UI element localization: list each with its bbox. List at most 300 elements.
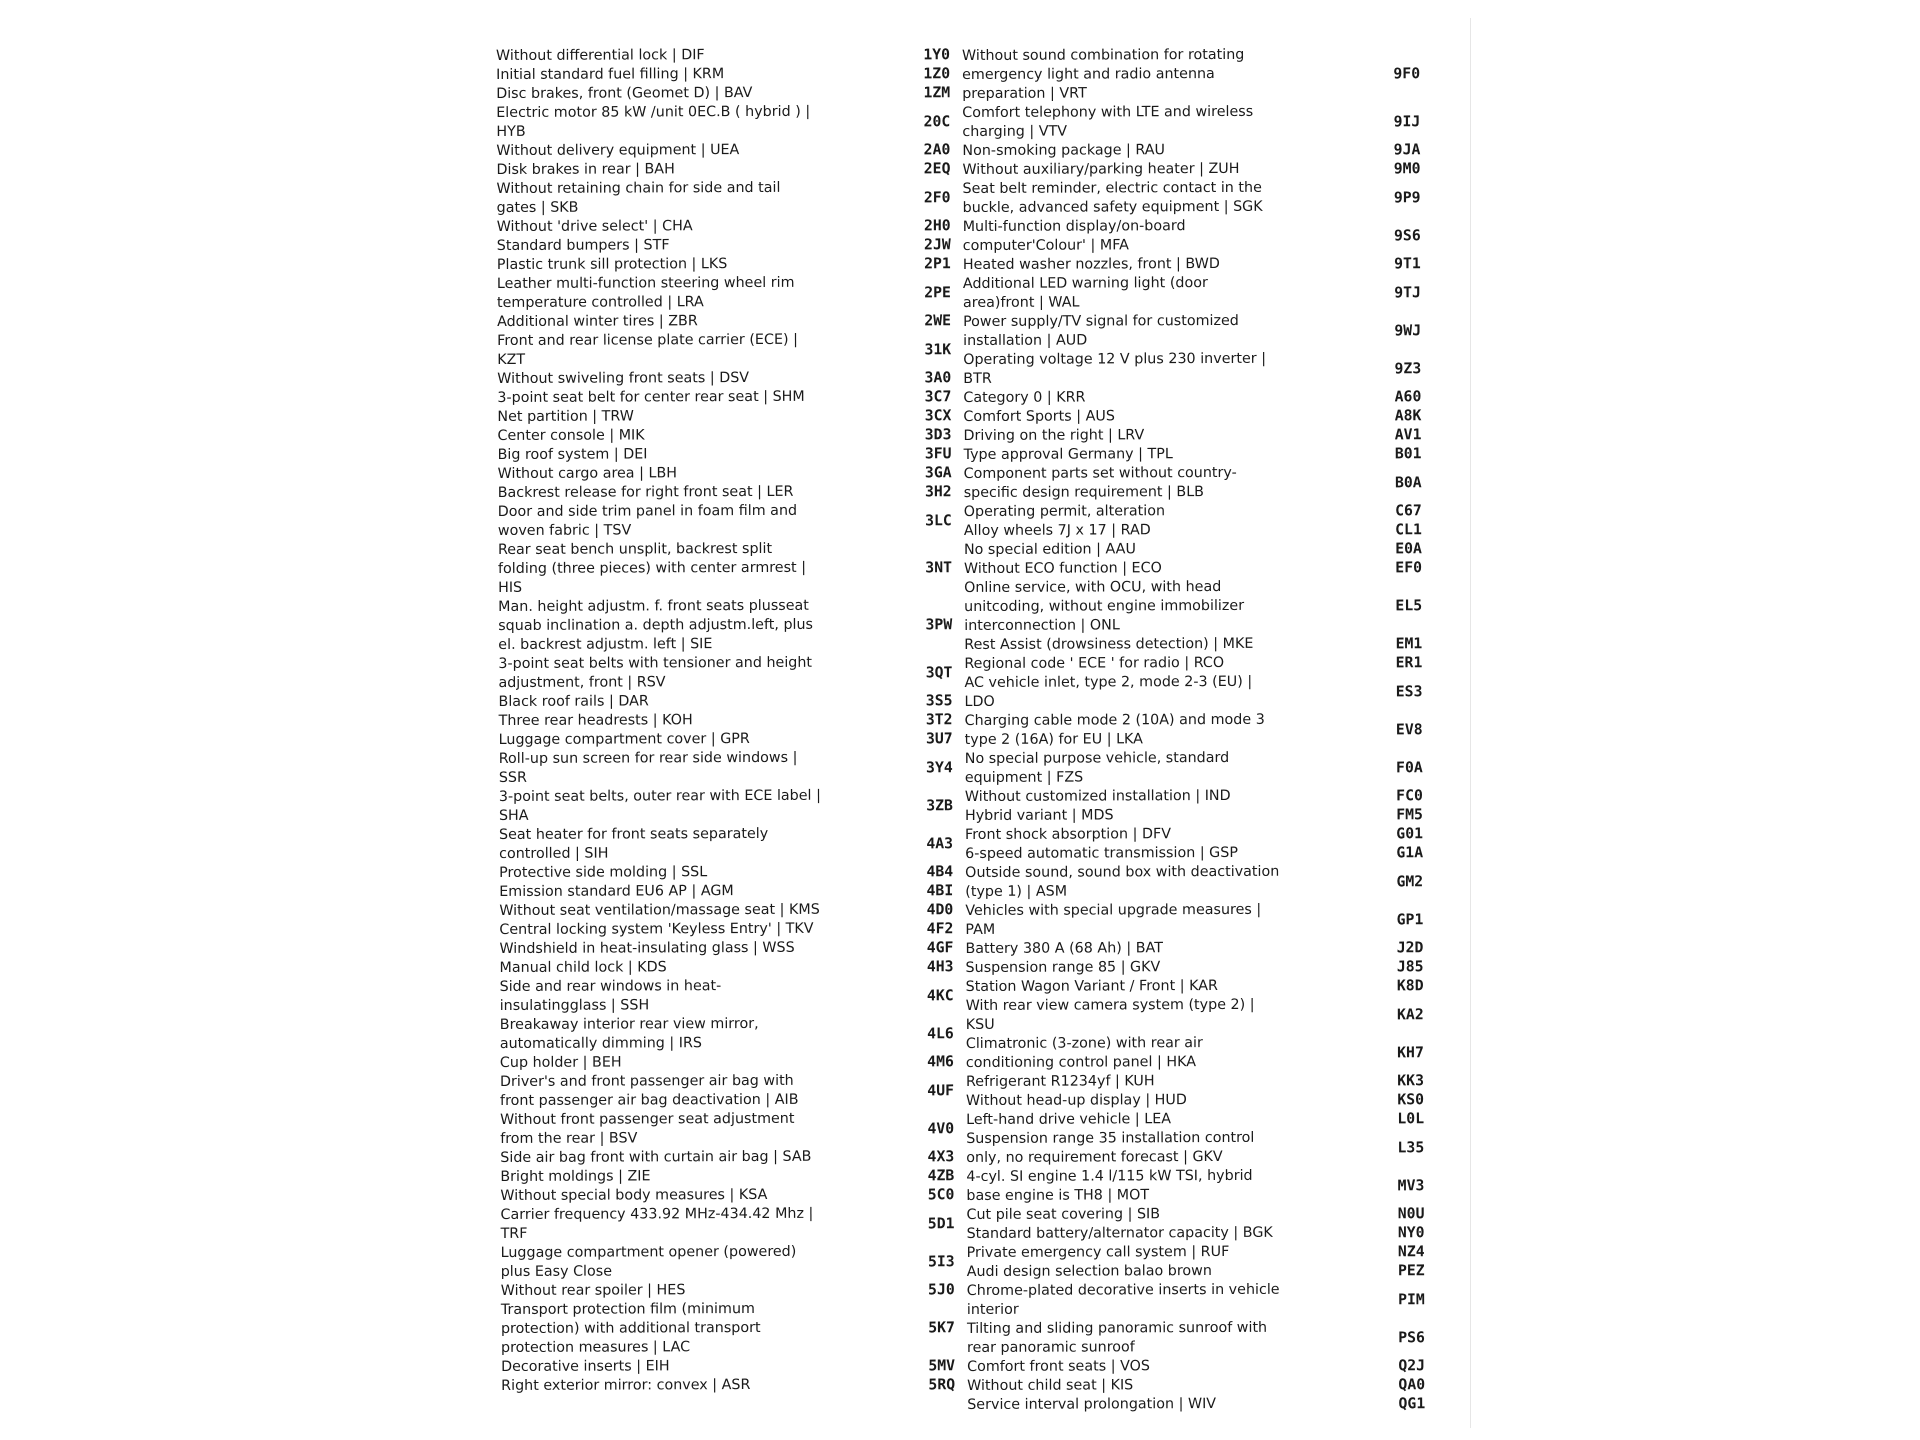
equipment-description: Without retaining chain for side and tail gates | SKB bbox=[496, 179, 781, 216]
equipment-code: NZ4 bbox=[1397, 1243, 1425, 1261]
equipment-code: NY0 bbox=[1397, 1224, 1425, 1242]
equipment-description: Man. height adjustm. f. front seats plusseat squab inclination a. depth adjustm.left, plus el. backrest adjustm. left | SIE bbox=[498, 597, 814, 653]
equipment-row bbox=[495, 1375, 955, 1396]
equipment-description: Hybrid variant | MDS bbox=[964, 807, 1114, 824]
equipment-description: Windshield in heat-insulating glass | WSS bbox=[499, 939, 795, 957]
equipment-code: EM1 bbox=[1395, 635, 1423, 653]
equipment-description: Decorative inserts | EIH bbox=[501, 1358, 670, 1375]
equipment-row bbox=[492, 596, 952, 655]
equipment-row bbox=[493, 710, 953, 731]
equipment-description: Side air bag front with curtain air bag | SAB bbox=[500, 1148, 812, 1166]
equipment-row bbox=[958, 634, 1422, 655]
equipment-code: 3PW bbox=[925, 616, 953, 634]
equipment-row bbox=[491, 235, 951, 256]
equipment-code: EL5 bbox=[1395, 597, 1423, 615]
equipment-row bbox=[960, 957, 1424, 978]
equipment-description: AC vehicle inlet, type 2, mode 2-3 (EU) | LDO bbox=[964, 673, 1253, 710]
equipment-code: 4GF bbox=[926, 939, 954, 957]
equipment-code: 3NT bbox=[925, 559, 953, 577]
equipment-description: Outside sound, sound box with deactivation (type 1) | ASM bbox=[965, 863, 1280, 900]
equipment-description: Central locking system 'Keyless Entry' | TKV bbox=[499, 920, 814, 938]
equipment-code: EF0 bbox=[1395, 559, 1423, 577]
equipment-code: 3U7 bbox=[925, 730, 953, 748]
equipment-description: Private emergency call system | RUF bbox=[966, 1243, 1230, 1261]
equipment-description: Climatronic (3-zone) with rear air conditioning control panel | HKA bbox=[965, 1035, 1203, 1071]
equipment-description: Standard bumpers | STF bbox=[496, 237, 670, 254]
equipment-description: Front and rear license plate carrier (ECE) | KZT bbox=[497, 331, 798, 368]
equipment-description: Transport protection film (minimum protection) with additional transport protection measures | LAC bbox=[500, 1300, 761, 1356]
equipment-description: Without auxiliary/parking heater | ZUH bbox=[962, 160, 1240, 178]
equipment-description: Driving on the right | LRV bbox=[963, 427, 1145, 444]
equipment-code: 4BI bbox=[926, 882, 954, 900]
equipment-description: Station Wagon Variant / Front | KAR bbox=[965, 978, 1218, 995]
equipment-description: Seat belt reminder, electric contact in the buckle, advanced safety equipment | SGK bbox=[962, 179, 1263, 216]
equipment-description: Without special body measures | KSA bbox=[500, 1186, 768, 1204]
equipment-row bbox=[493, 862, 953, 883]
equipment-description: Luggage compartment opener (powered) plus Easy Close bbox=[500, 1243, 797, 1280]
equipment-row bbox=[957, 406, 1421, 427]
equipment-description: Driver's and front passenger air bag with front passenger air bag deactivation | AIB bbox=[499, 1072, 799, 1109]
equipment-row bbox=[492, 691, 952, 712]
equipment-code: ES3 bbox=[1395, 682, 1423, 700]
equipment-code: 3FU bbox=[924, 445, 952, 463]
equipment-code: 5J0 bbox=[928, 1281, 955, 1299]
equipment-row bbox=[493, 919, 953, 940]
equipment-row bbox=[495, 1280, 955, 1301]
equipment-row bbox=[491, 254, 951, 275]
equipment-row bbox=[490, 45, 950, 66]
equipment-row bbox=[959, 843, 1423, 864]
equipment-code: 3GA bbox=[924, 464, 952, 482]
equipment-code: 4V0 bbox=[927, 1119, 955, 1137]
equipment-description: 4-cyl. SI engine 1.4 l/115 kW TSI, hybrid base engine is TH8 | MOT bbox=[966, 1167, 1253, 1204]
equipment-row bbox=[956, 45, 1420, 104]
equipment-description: No special purpose vehicle, standard equipment | FZS bbox=[964, 749, 1230, 786]
equipment-code: 9T1 bbox=[1394, 255, 1421, 273]
equipment-row bbox=[493, 938, 953, 959]
equipment-code: 2EQ bbox=[923, 160, 951, 178]
equipment-list-left bbox=[490, 45, 955, 1396]
equipment-row bbox=[490, 159, 950, 180]
equipment-row bbox=[958, 463, 1422, 503]
equipment-description: Front shock absorption | DFV bbox=[964, 826, 1171, 843]
equipment-description: Leather multi-function steering wheel rim temperature controlled | LRA bbox=[496, 274, 795, 311]
equipment-description: Side and rear windows in heat-insulatingglass | SSH bbox=[499, 978, 722, 1014]
equipment-code: 3C7 bbox=[924, 388, 952, 406]
equipment-row bbox=[958, 501, 1422, 522]
equipment-code: 2PE bbox=[924, 283, 951, 301]
equipment-row bbox=[959, 710, 1423, 750]
equipment-code: FC0 bbox=[1396, 787, 1423, 805]
equipment-row bbox=[491, 368, 951, 389]
equipment-description: Component parts set without country-specific design requirement | BLB bbox=[963, 464, 1237, 501]
equipment-code: L0L bbox=[1397, 1110, 1425, 1128]
equipment-row bbox=[491, 178, 951, 218]
equipment-code: 3D3 bbox=[924, 426, 952, 444]
equipment-description: Emission standard EU6 AP | AGM bbox=[499, 883, 734, 900]
equipment-code: 9S6 bbox=[1393, 226, 1421, 244]
equipment-description: Luggage compartment cover | GPR bbox=[498, 731, 750, 748]
equipment-row bbox=[959, 805, 1423, 826]
equipment-row bbox=[490, 64, 950, 85]
equipment-row bbox=[961, 1394, 1425, 1415]
equipment-description: Without differential lock | DIF bbox=[496, 47, 705, 64]
equipment-row bbox=[958, 539, 1422, 560]
equipment-code: E0A bbox=[1395, 540, 1422, 558]
equipment-row bbox=[490, 102, 950, 142]
equipment-code: 4F2 bbox=[926, 920, 954, 938]
equipment-row bbox=[959, 938, 1423, 959]
equipment-code: FM5 bbox=[1396, 806, 1423, 824]
equipment-code: 2A0 bbox=[923, 141, 951, 159]
equipment-code: 9TJ bbox=[1394, 283, 1421, 301]
equipment-row bbox=[490, 83, 950, 104]
equipment-row bbox=[494, 1014, 954, 1054]
equipment-code: 5K7 bbox=[928, 1319, 955, 1337]
equipment-row bbox=[493, 824, 953, 864]
equipment-description: Power supply/TV signal for customized installation | AUD bbox=[963, 312, 1239, 349]
equipment-description: Without customized installation | IND bbox=[964, 787, 1231, 805]
equipment-code: 1Z0 bbox=[923, 65, 951, 83]
equipment-code: A8K bbox=[1394, 407, 1422, 425]
equipment-description: Heated washer nozzles, front | BWD bbox=[962, 255, 1220, 273]
equipment-code: C67 bbox=[1395, 502, 1422, 520]
equipment-description: Without child seat | KIS bbox=[967, 1377, 1134, 1394]
equipment-code: B0A bbox=[1394, 473, 1422, 491]
equipment-code: 4KC bbox=[926, 986, 954, 1004]
equipment-code: 3CX bbox=[924, 407, 952, 425]
equipment-description: Category 0 | KRR bbox=[963, 389, 1086, 406]
equipment-code: 4D0 bbox=[926, 901, 954, 919]
equipment-description: Black roof rails | DAR bbox=[498, 693, 649, 710]
equipment-row bbox=[959, 862, 1423, 902]
equipment-description: Bright moldings | ZIE bbox=[500, 1168, 651, 1185]
equipment-code: 1ZM bbox=[923, 84, 951, 102]
equipment-code: EV8 bbox=[1395, 720, 1423, 738]
equipment-code: J2D bbox=[1396, 939, 1424, 957]
equipment-row bbox=[958, 577, 1422, 636]
equipment-row bbox=[492, 463, 952, 484]
equipment-row bbox=[956, 140, 1420, 161]
equipment-code: KA2 bbox=[1396, 1005, 1424, 1023]
equipment-description: Net partition | TRW bbox=[497, 408, 634, 425]
equipment-code: 5RQ bbox=[928, 1376, 956, 1394]
equipment-row bbox=[958, 672, 1422, 712]
equipment-code: CL1 bbox=[1395, 521, 1422, 539]
equipment-row bbox=[959, 748, 1423, 788]
equipment-code: 2JW bbox=[923, 236, 951, 254]
equipment-code: QG1 bbox=[1398, 1395, 1426, 1413]
equipment-description: Additional LED warning light (door area)front | WAL bbox=[962, 275, 1208, 311]
equipment-row bbox=[494, 1071, 954, 1111]
equipment-description: Backrest release for right front seat | LER bbox=[497, 483, 794, 501]
equipment-row bbox=[957, 425, 1421, 446]
equipment-row bbox=[495, 1242, 955, 1282]
equipment-code: 5C0 bbox=[927, 1186, 955, 1204]
equipment-description: Electric motor 85 kW /unit 0EC.B ( hybrid ) | HYB bbox=[496, 103, 811, 140]
equipment-row bbox=[961, 1280, 1425, 1320]
equipment-row bbox=[493, 881, 953, 902]
equipment-description: Seat heater for front seats separately controlled | SIH bbox=[498, 825, 769, 862]
equipment-description: Protective side molding | SSL bbox=[499, 864, 708, 881]
equipment-code: AV1 bbox=[1394, 426, 1422, 444]
equipment-description: Charging cable mode 2 (10A) and mode 3 type 2 (16A) for EU | LKA bbox=[964, 711, 1265, 748]
equipment-row bbox=[961, 1318, 1425, 1358]
equipment-description: Additional winter tires | ZBR bbox=[497, 313, 698, 330]
equipment-row bbox=[494, 957, 954, 978]
equipment-row bbox=[493, 748, 953, 788]
equipment-description: Left-hand drive vehicle | LEA bbox=[966, 1111, 1172, 1128]
equipment-code: J85 bbox=[1396, 958, 1424, 976]
equipment-description: Door and side trim panel in foam film and woven fabric | TSV bbox=[497, 502, 798, 539]
equipment-description: No special edition | AAU bbox=[963, 541, 1136, 558]
equipment-row bbox=[958, 653, 1422, 674]
equipment-code: N0U bbox=[1397, 1205, 1425, 1223]
equipment-description: Non-smoking package | RAU bbox=[962, 142, 1166, 159]
equipment-row bbox=[960, 1204, 1424, 1225]
equipment-code: 2P1 bbox=[924, 255, 951, 273]
equipment-row bbox=[957, 349, 1421, 389]
equipment-code: KK3 bbox=[1397, 1072, 1425, 1090]
equipment-code: A60 bbox=[1394, 388, 1422, 406]
equipment-description: Disc brakes, front (Geomet D) | BAV bbox=[496, 84, 753, 102]
equipment-description: Without rear spoiler | HES bbox=[500, 1282, 686, 1299]
equipment-row bbox=[957, 254, 1421, 275]
equipment-row bbox=[957, 311, 1421, 351]
equipment-row bbox=[493, 729, 953, 750]
equipment-description: Multi-function display/on-board computer'Colour' | MFA bbox=[962, 218, 1186, 254]
equipment-code: 31K bbox=[924, 340, 952, 358]
equipment-description: Regional code ' ECE ' for radio | RCO bbox=[964, 654, 1225, 672]
equipment-description: Without seat ventilation/massage seat | KMS bbox=[499, 901, 820, 919]
scan-page-edge bbox=[1470, 18, 1471, 1428]
equipment-code: 4X3 bbox=[927, 1148, 955, 1166]
equipment-code: Q2J bbox=[1398, 1357, 1426, 1375]
equipment-row bbox=[960, 1033, 1424, 1073]
equipment-code: MV3 bbox=[1397, 1176, 1425, 1194]
equipment-row bbox=[491, 425, 951, 446]
equipment-code: 4UF bbox=[927, 1081, 955, 1099]
equipment-row bbox=[494, 1052, 954, 1073]
equipment-description: Suspension range 85 | GKV bbox=[965, 959, 1161, 976]
equipment-description: Without swiveling front seats | DSV bbox=[497, 370, 750, 387]
equipment-code: PS6 bbox=[1398, 1328, 1425, 1346]
equipment-code: 4ZB bbox=[927, 1167, 955, 1185]
equipment-list-right bbox=[956, 45, 1425, 1415]
equipment-code: 9JA bbox=[1393, 141, 1421, 159]
equipment-code: KH7 bbox=[1397, 1043, 1424, 1061]
equipment-description: 3-point seat belts with tensioner and height adjustment, front | RSV bbox=[498, 654, 813, 691]
equipment-code: 3QT bbox=[925, 663, 953, 681]
equipment-row bbox=[959, 786, 1423, 807]
equipment-code: 4M6 bbox=[927, 1053, 954, 1071]
equipment-description: Initial standard fuel filling | KRM bbox=[496, 66, 725, 83]
equipment-code: KS0 bbox=[1397, 1091, 1425, 1109]
equipment-row bbox=[491, 387, 951, 408]
equipment-description: Online service, with OCU, with head unitcoding, without engine immobilizer interconnection | ONL bbox=[964, 578, 1245, 634]
equipment-row bbox=[491, 406, 951, 427]
equipment-code: 3S5 bbox=[925, 692, 953, 710]
equipment-code: 3A0 bbox=[924, 369, 952, 387]
equipment-row bbox=[495, 1356, 955, 1377]
equipment-code: PEZ bbox=[1397, 1262, 1425, 1280]
equipment-description: Without 'drive select' | CHA bbox=[496, 218, 693, 235]
equipment-row bbox=[490, 140, 950, 161]
equipment-description: Right exterior mirror: convex | ASR bbox=[501, 1377, 751, 1394]
equipment-description: Cup holder | BEH bbox=[499, 1054, 622, 1071]
equipment-description: Big roof system | DEI bbox=[497, 446, 648, 463]
equipment-code: 2F0 bbox=[923, 188, 951, 206]
equipment-row bbox=[958, 444, 1422, 465]
equipment-description: Without delivery equipment | UEA bbox=[496, 142, 740, 159]
equipment-row bbox=[494, 1109, 954, 1149]
equipment-description: Suspension range 35 installation control only, no requirement forecast | GKV bbox=[966, 1129, 1255, 1166]
equipment-description: Plastic trunk sill protection | LKS bbox=[496, 256, 728, 273]
equipment-description: 3-point seat belt for center rear seat | SHM bbox=[497, 388, 805, 406]
equipment-description: 3-point seat belts, outer rear with ECE label | SHA bbox=[498, 787, 821, 824]
equipment-description: Operating permit, alteration bbox=[963, 503, 1166, 520]
equipment-row bbox=[958, 558, 1422, 579]
equipment-row bbox=[959, 900, 1423, 940]
equipment-code: 5D1 bbox=[927, 1214, 955, 1232]
equipment-code: 3LC bbox=[925, 511, 952, 529]
equipment-description: Vehicles with special upgrade measures | PAM bbox=[965, 901, 1262, 938]
equipment-code: ER1 bbox=[1395, 654, 1423, 672]
equipment-row bbox=[959, 824, 1423, 845]
equipment-code: GM2 bbox=[1396, 872, 1424, 890]
equipment-description: With rear view camera system (type 2) | KSU bbox=[965, 996, 1255, 1033]
equipment-code: 3H2 bbox=[924, 483, 952, 501]
equipment-description: 6-speed automatic transmission | GSP bbox=[965, 844, 1238, 862]
equipment-code: 4A3 bbox=[926, 834, 954, 852]
equipment-row bbox=[960, 995, 1424, 1035]
equipment-description: Breakaway interior rear view mirror, automatically dimming | IRS bbox=[499, 1015, 759, 1052]
equipment-code: 4H3 bbox=[926, 958, 954, 976]
equipment-code: 2H0 bbox=[923, 217, 951, 235]
equipment-code: F0A bbox=[1396, 758, 1423, 776]
equipment-description: Standard battery/alternator capacity | BGK bbox=[966, 1224, 1273, 1242]
equipment-row bbox=[495, 1299, 955, 1358]
equipment-description: Chrome-plated decorative inserts in vehicle interior bbox=[966, 1281, 1280, 1318]
equipment-description: Without front passenger seat adjustment from the rear | BSV bbox=[500, 1110, 795, 1147]
equipment-row bbox=[491, 311, 951, 332]
equipment-row bbox=[960, 1109, 1424, 1130]
equipment-row bbox=[492, 653, 952, 693]
equipment-description: Disk brakes in rear | BAH bbox=[496, 161, 675, 178]
equipment-code: 9WJ bbox=[1394, 321, 1422, 339]
equipment-code: 5I3 bbox=[927, 1252, 955, 1270]
equipment-description: Tilting and sliding panoramic sunroof with rear panoramic sunroof bbox=[966, 1319, 1268, 1356]
equipment-description: Refrigerant R1234yf | KUH bbox=[965, 1073, 1155, 1090]
equipment-row bbox=[960, 1128, 1424, 1168]
equipment-description: Service interval prolongation | WIV bbox=[967, 1396, 1217, 1413]
equipment-row bbox=[493, 786, 953, 826]
equipment-row bbox=[960, 1090, 1424, 1111]
equipment-code: G1A bbox=[1396, 844, 1424, 862]
equipment-code: QA0 bbox=[1398, 1376, 1426, 1394]
equipment-description: Comfort Sports | AUS bbox=[963, 408, 1115, 425]
equipment-code: G01 bbox=[1396, 825, 1424, 843]
equipment-row bbox=[491, 273, 951, 313]
equipment-description: Rear seat bench unsplit, backrest split folding (three pieces) with center armrest | HIS bbox=[497, 540, 807, 596]
equipment-description: Roll-up sun screen for rear side windows | SSR bbox=[498, 749, 798, 786]
equipment-row bbox=[492, 482, 952, 503]
equipment-row bbox=[492, 501, 952, 541]
equipment-description: Without ECO function | ECO bbox=[963, 560, 1162, 577]
equipment-row bbox=[961, 1223, 1425, 1244]
equipment-code: 2WE bbox=[924, 312, 952, 330]
equipment-code: 1Y0 bbox=[923, 46, 951, 64]
equipment-row bbox=[957, 273, 1421, 313]
equipment-description: Carrier frequency 433.92 MHz-434.42 Mhz | TRF bbox=[500, 1205, 814, 1242]
equipment-row bbox=[957, 178, 1421, 218]
equipment-row bbox=[494, 1147, 954, 1168]
equipment-description: Cut pile seat covering | SIB bbox=[966, 1206, 1161, 1223]
equipment-code: 3Y4 bbox=[926, 758, 953, 776]
equipment-description: Three rear headrests | KOH bbox=[498, 712, 693, 729]
equipment-description: Type approval Germany | TPL bbox=[963, 446, 1173, 463]
equipment-code: 4B4 bbox=[926, 863, 954, 881]
equipment-code: 20C bbox=[923, 112, 951, 130]
equipment-code: B01 bbox=[1394, 445, 1422, 463]
equipment-row bbox=[494, 1204, 954, 1244]
equipment-code: GP1 bbox=[1396, 910, 1424, 928]
equipment-row bbox=[961, 1356, 1425, 1377]
equipment-code: 4L6 bbox=[927, 1024, 954, 1042]
equipment-description: Comfort telephony with LTE and wireless charging | VTV bbox=[962, 103, 1254, 140]
equipment-code: PIM bbox=[1398, 1290, 1425, 1308]
equipment-description: Without head-up display | HUD bbox=[966, 1092, 1187, 1109]
equipment-row bbox=[961, 1261, 1425, 1282]
equipment-row bbox=[492, 444, 952, 465]
equipment-row bbox=[961, 1242, 1425, 1263]
equipment-code: K8D bbox=[1396, 977, 1424, 995]
equipment-row bbox=[956, 102, 1420, 142]
equipment-row bbox=[491, 330, 951, 370]
equipment-code: L35 bbox=[1397, 1138, 1425, 1156]
equipment-description: Operating voltage 12 V plus 230 inverter | BTR bbox=[963, 350, 1267, 387]
equipment-row bbox=[956, 159, 1420, 180]
equipment-code: 9P9 bbox=[1393, 188, 1421, 206]
equipment-description: Manual child lock | KDS bbox=[499, 959, 667, 976]
equipment-code: 9M0 bbox=[1393, 160, 1421, 178]
equipment-description: Without cargo area | LBH bbox=[497, 465, 678, 482]
equipment-description: Center console | MIK bbox=[497, 427, 645, 444]
equipment-row bbox=[491, 216, 951, 237]
equipment-row bbox=[960, 1166, 1424, 1206]
equipment-code: 3ZB bbox=[926, 796, 953, 814]
equipment-description: Without sound combination for rotating emergency light and radio antenna preparation | VRT bbox=[962, 46, 1245, 102]
equipment-code: 9Z3 bbox=[1394, 359, 1422, 377]
equipment-row bbox=[960, 1071, 1424, 1092]
equipment-row bbox=[957, 387, 1421, 408]
equipment-code: 3T2 bbox=[925, 711, 953, 729]
equipment-code: 9IJ bbox=[1393, 112, 1421, 130]
equipment-code: 9F0 bbox=[1393, 65, 1421, 83]
equipment-row bbox=[494, 1166, 954, 1187]
equipment-row bbox=[957, 216, 1421, 256]
equipment-description: Comfort front seats | VOS bbox=[967, 1358, 1150, 1375]
equipment-code: 5MV bbox=[928, 1357, 956, 1375]
equipment-row bbox=[493, 900, 953, 921]
equipment-description: Rest Assist (drowsiness detection) | MKE bbox=[964, 635, 1254, 653]
equipment-row bbox=[958, 520, 1422, 541]
equipment-description: Alloy wheels 7J x 17 | RAD bbox=[963, 522, 1151, 539]
equipment-row bbox=[492, 539, 952, 598]
equipment-row bbox=[494, 976, 954, 1016]
equipment-description: Battery 380 A (68 Ah) | BAT bbox=[965, 940, 1163, 957]
equipment-row bbox=[961, 1375, 1425, 1396]
